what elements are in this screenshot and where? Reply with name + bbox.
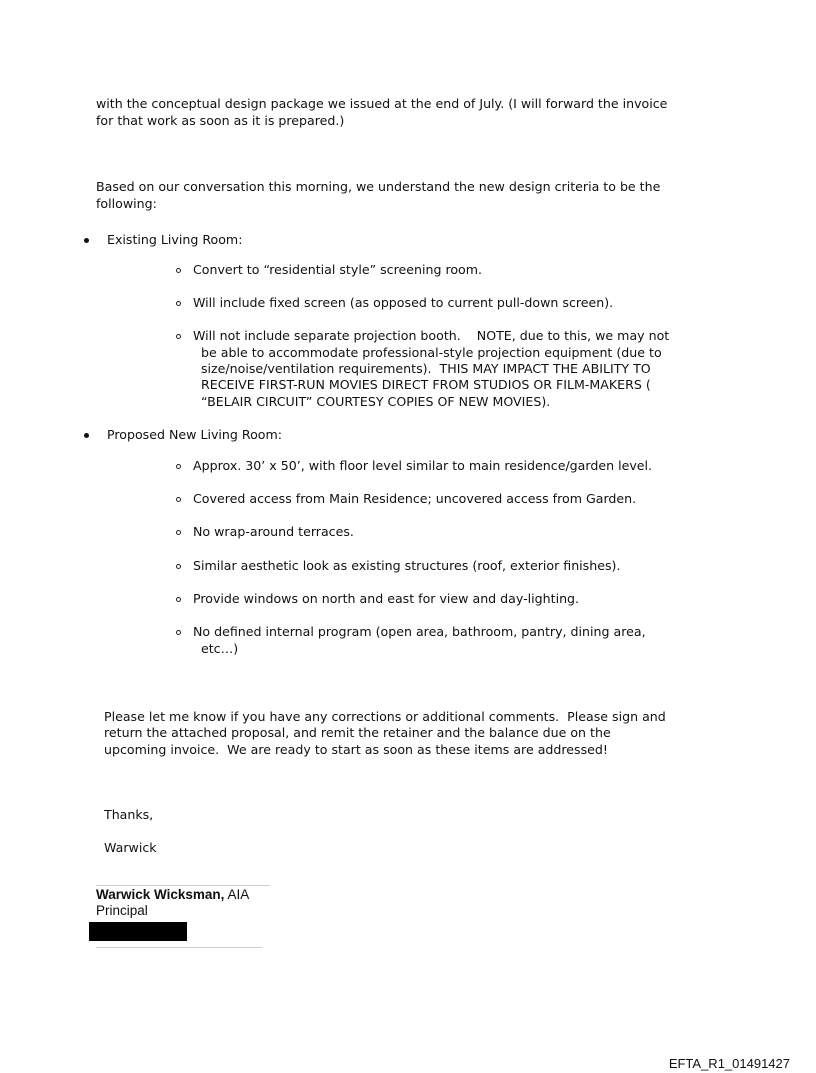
sub-bullet-icon xyxy=(176,464,181,469)
list-item: Approx. 30’ x 50’, with floor level similar to main residence/garden level. xyxy=(193,458,653,473)
closing-line: upcoming invoice. We are ready to start as soon as these items are addressed! xyxy=(104,742,608,757)
sub-bullet-icon xyxy=(176,497,181,502)
signoff: Warwick xyxy=(104,840,157,855)
bullet-icon xyxy=(84,238,89,243)
section-title: Existing Living Room: xyxy=(107,232,243,247)
signature-divider xyxy=(96,885,270,886)
list-item: Will include fixed screen (as opposed to current pull-down screen). xyxy=(193,295,614,310)
list-item: Convert to “residential style” screening room. xyxy=(193,262,483,277)
list-item-cont: size/noise/ventilation requirements). THIS MAY IMPACT THE ABILITY TO xyxy=(201,361,651,376)
thanks: Thanks, xyxy=(104,807,154,822)
signature-credential: AIA xyxy=(224,887,250,902)
criteria-intro-line: Based on our conversation this morning, we understand the new design criteria to be the xyxy=(96,179,661,194)
list-item-cont: etc…) xyxy=(201,641,239,656)
list-item: Covered access from Main Residence; uncovered access from Garden. xyxy=(193,491,637,506)
closing-line: return the attached proposal, and remit the retainer and the balance due on the xyxy=(104,725,611,740)
signature-title: Principal xyxy=(96,903,148,918)
closing-line: Please let me know if you have any corrections or additional comments. Please sign and xyxy=(104,709,666,724)
sub-bullet-icon xyxy=(176,564,181,569)
list-item: No wrap-around terraces. xyxy=(193,524,354,539)
intro-line: with the conceptual design package we issued at the end of July. (I will forward the invoice xyxy=(96,96,668,111)
sub-bullet-icon xyxy=(176,268,181,273)
list-item: Similar aesthetic look as existing structures (roof, exterior finishes). xyxy=(193,558,621,573)
intro-line: for that work as soon as it is prepared.) xyxy=(96,113,345,128)
sub-bullet-icon xyxy=(176,630,181,635)
list-item: Will not include separate projection booth. NOTE, due to this, we may not xyxy=(193,328,670,343)
redaction-box xyxy=(89,922,187,941)
list-item-cont: RECEIVE FIRST-RUN MOVIES DIRECT FROM STUDIOS OR FILM-MAKERS ( xyxy=(201,377,651,392)
signature-divider xyxy=(96,947,262,948)
bullet-icon xyxy=(84,433,89,438)
list-item: No defined internal program (open area, bathroom, pantry, dining area, xyxy=(193,624,646,639)
sub-bullet-icon xyxy=(176,597,181,602)
signature-name: Warwick Wicksman, xyxy=(96,887,225,902)
sub-bullet-icon xyxy=(176,334,181,339)
document-id: EFTA_R1_01491427 xyxy=(668,1056,790,1071)
signature-name-line xyxy=(96,887,249,902)
list-item-cont: be able to accommodate professional-style projection equipment (due to xyxy=(201,345,662,360)
list-item: Provide windows on north and east for view and day-lighting. xyxy=(193,591,580,606)
criteria-intro-line: following: xyxy=(96,196,157,211)
sub-bullet-icon xyxy=(176,530,181,535)
sub-bullet-icon xyxy=(176,301,181,306)
section-title: Proposed New Living Room: xyxy=(107,427,283,442)
list-item-cont: “BELAIR CIRCUIT” COURTESY COPIES OF NEW MOVIES). xyxy=(201,394,551,409)
